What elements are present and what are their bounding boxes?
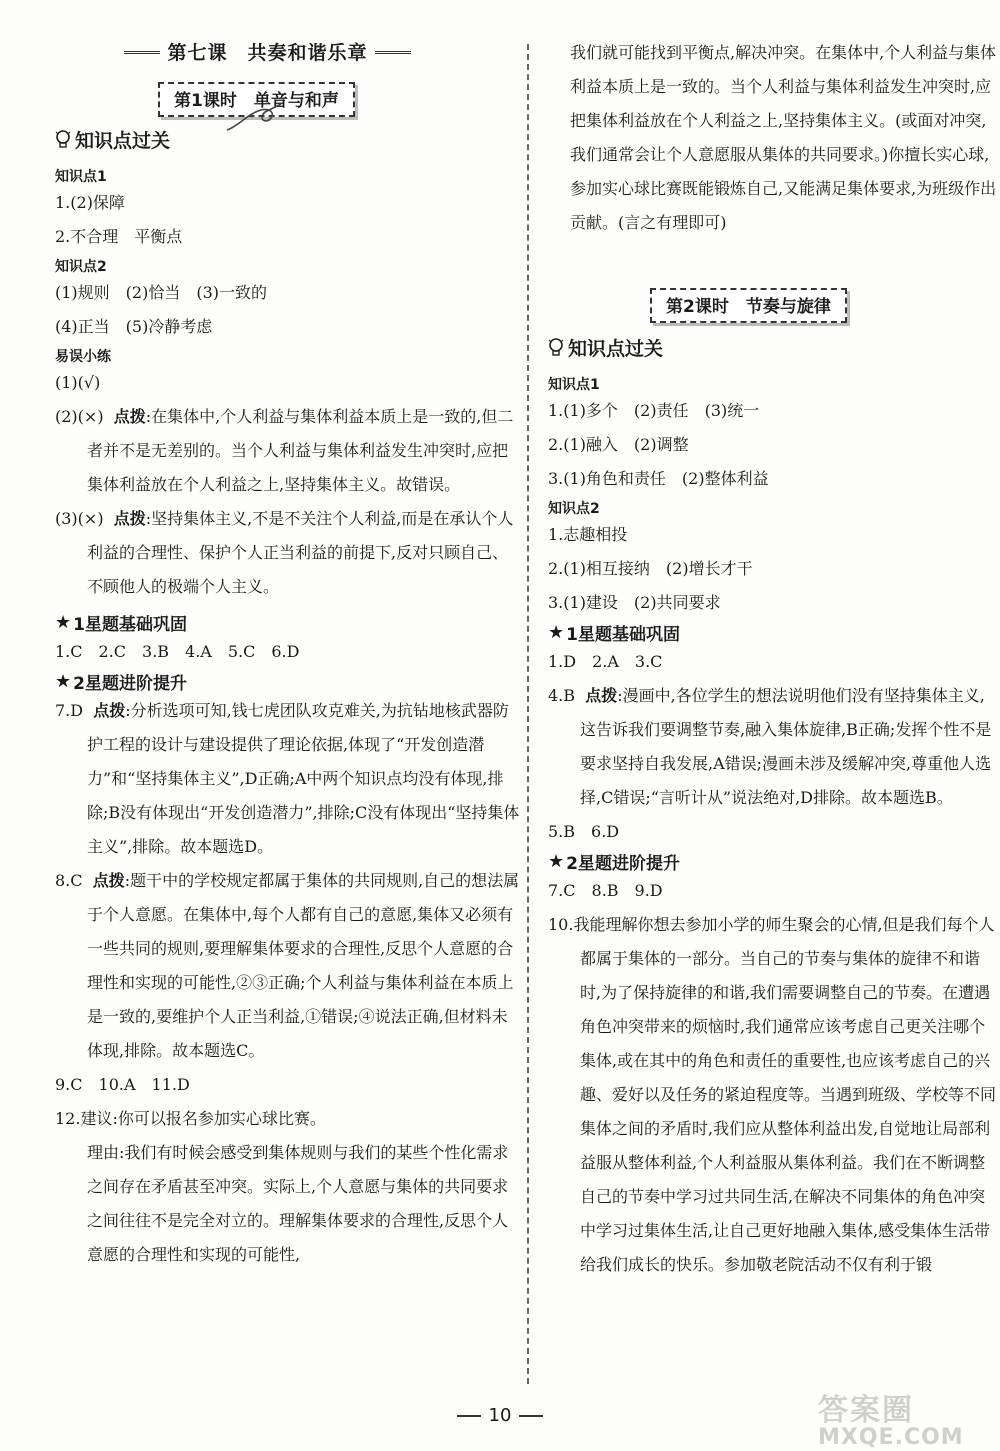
left-kp1-line: 2.不合理 平衡点 xyxy=(55,227,183,246)
hint-label: 点拨 xyxy=(113,509,146,528)
star1-label: 1星题基础巩固 xyxy=(566,625,680,645)
period2-title: 第2课时 节奏与旋律 xyxy=(650,288,847,323)
right-kp2-line: 2.(1)相互接纳 (2)增长才干 xyxy=(548,559,753,578)
hint-text: :漫画中,各位学生的想法说明他们没有坚持集体主义,这告诉我们要调整节奏,融入集体旋律,B正确;发挥个性不是要求坚持自我发展,A错误;漫画未涉及缓解冲突,尊重他人选择,C错误;“言听计从”说法绝对,D排除。故本题选B。 xyxy=(580,686,992,807)
column-divider xyxy=(527,44,529,1384)
right-kp1-line: 2.(1)融入 (2)调整 xyxy=(548,435,689,454)
star1-heading xyxy=(548,620,1000,645)
hint-text: :题干中的学校规定都属于集体的共同规则,自己的想法属于个人意愿。在集体中,每个人都有自己的意愿,集体又必须有一些共同的规则,要理解集体要求的合理性,反思个人意愿的合理性和实现的可能性,②③正确;个人利益与集体利益在本质上是一致的,要维护个人正当利益,①错误;④说法正确,但材料未体现,排除。故本题选C。 xyxy=(87,871,520,1060)
answer-line: 1.C 2.C 3.B 4.A 5.C 6.D xyxy=(55,642,300,661)
question-answer: 12.建议:你可以报名参加实心球比赛。 xyxy=(55,1109,326,1128)
answer-line: 7.C 8.B 9.D xyxy=(548,881,663,900)
kp2-label: 知识点2 xyxy=(55,259,107,275)
mistake-item xyxy=(55,502,520,604)
hint-text: :坚持集体主义,不是不关注个人利益,而是在承认个人利益的合理性、保护个人正当利益的前提下,反对只顾自己、不顾他人的极端个人主义。 xyxy=(87,509,514,596)
pencil-doodle-icon xyxy=(225,100,285,136)
hint-text: :在集体中,个人利益与集体利益本质上是一致的,但二者并不是无差别的。当个人利益与集体利益发生冲突时,应把集体利益放在个人利益之上,坚持集体主义。故错误。 xyxy=(87,407,514,494)
kp1-label: 知识点1 xyxy=(548,377,600,393)
hint-label: 点拨 xyxy=(93,701,126,720)
answer-mark: (3)(×) xyxy=(55,509,104,528)
hint-label: 点拨 xyxy=(92,871,125,890)
answer-line: 1.D 2.A 3.C xyxy=(548,652,663,671)
left-kp2-line: (1)规则 (2)恰当 (3)一致的 xyxy=(55,283,267,302)
right-kp2-line: 1.志趣相投 xyxy=(548,525,628,544)
answer-head: 7.D xyxy=(55,701,84,720)
hint-label: 点拨 xyxy=(585,686,618,705)
answer-head: 10. xyxy=(548,915,574,934)
question-answer xyxy=(548,908,1000,1282)
right-kp2-line: 3.(1)建设 (2)共同要求 xyxy=(548,593,721,612)
knowledge-review-label: 知识点过关 xyxy=(568,338,664,360)
reason-text: 理由:我们有时候会感受到集体规则与我们的某些个性化需求之间存在矛盾甚至冲突。实际上,个人意愿与集体的共同要求之间往往不是完全对立的。理解集体要求的合理性,反思个人意愿的合理性和实现的可能性, xyxy=(87,1143,509,1264)
kp2-label: 知识点2 xyxy=(548,501,600,517)
page-number-value: 10 xyxy=(488,1405,512,1426)
star-icon: ★ xyxy=(55,671,72,692)
answer-mark: (2)(×) xyxy=(55,407,104,426)
left-kp2-line: (4)正当 (5)冷静考虑 xyxy=(55,317,213,336)
right-kp1-line: 1.(1)多个 (2)责任 (3)统一 xyxy=(548,401,760,420)
mistake-practice-label: 易误小练 xyxy=(55,349,111,365)
question-answer xyxy=(55,864,520,1068)
continued-text: 我们就可能找到平衡点,解决冲突。在集体中,个人利益与集体利益本质上是一致的。当个人利益与集体利益发生冲突时,应把集体利益放在个人利益之上,坚持集体主义。(或面对冲突,我们通常会让个人意愿服从集体的共同要求。)你擅长实心球,参加实心球比赛既能锻炼自己,又能满足集体要求,为班级作出贡献。(言之有理即可) xyxy=(570,43,997,232)
knowledge-review-heading xyxy=(548,334,663,361)
star-icon: ★ xyxy=(548,851,565,872)
star2-label: 2星题进阶提升 xyxy=(566,854,680,874)
kp1-label: 知识点1 xyxy=(55,169,107,185)
knowledge-review-heading xyxy=(55,126,170,153)
star1-label: 1星题基础巩固 xyxy=(73,615,187,635)
watermark-line1: 答案圈 xyxy=(818,1393,914,1428)
knowledge-review-label: 知识点过关 xyxy=(75,130,171,152)
hint-text: :分析选项可知,钱七虎团队攻克难关,为抗钻地核武器防护工程的设计与建设提供了理论依据,体现了“开发创造潜力”和“坚持集体主义”,D正确;A中两个知识点均没有体现,排除;B没有体现出“开发创造潜力”,排除;C没有体现出“坚持集体主义”,排除。故本题选D。 xyxy=(87,701,520,856)
lightbulb-icon xyxy=(55,130,71,150)
lightbulb-icon xyxy=(548,338,564,358)
answer-line: 5.B 6.D xyxy=(548,822,620,841)
period1-title: 第1课时 单音与和声 xyxy=(158,82,355,117)
star2-label: 2星题进阶提升 xyxy=(73,674,187,694)
hint-label: 点拨 xyxy=(113,407,146,426)
watermark-line2: MXQE.COM xyxy=(818,1425,964,1450)
mistake-item xyxy=(55,400,520,502)
question-answer xyxy=(55,694,520,864)
watermark-logo xyxy=(818,1385,993,1450)
star-icon: ★ xyxy=(548,622,565,643)
lesson-title: 第七课 共奏和谐乐章 xyxy=(130,38,405,65)
answer-head: 8.C xyxy=(55,871,83,890)
mistake-item: (1)(√) xyxy=(55,373,101,392)
question-answer xyxy=(548,679,1000,815)
answer-head: 4.B xyxy=(548,686,576,705)
star2-heading xyxy=(55,669,520,694)
star1-heading xyxy=(55,610,520,635)
answer-text: 我能理解你想去参加小学的师生聚会的心情,但是我们每个人都属于集体的一部分。当自己的节奏与集体的旋律不和谐时,为了保持旋律的和谐,我们需要调整自己的节奏。在遭遇角色冲突带来的烦恼时,我们通常应该考虑自己更关注哪个集体,或在其中的角色和责任的重要性,也应该考虑自己的兴趣、爱好以及任务的紧迫程度等。当遇到班级、学校等不同集体之间的矛盾时,我们应从整体利益出发,自觉地让局部利益服从整体利益,个人利益服从集体利益。我们在不断调整自己的节奏中学习过共同生活,在解决不同集体的角色冲突中学习过集体生活,让自己更好地融入集体,感受集体生活带给我们成长的快乐。参加敬老院活动不仅有利于锻 xyxy=(573,915,997,1274)
answer-line: 9.C 10.A 11.D xyxy=(55,1075,190,1094)
right-kp1-line: 3.(1)角色和责任 (2)整体利益 xyxy=(548,469,769,488)
left-kp1-line: 1.(2)保障 xyxy=(55,193,125,212)
star-icon: ★ xyxy=(55,612,72,633)
star2-heading xyxy=(548,849,1000,874)
